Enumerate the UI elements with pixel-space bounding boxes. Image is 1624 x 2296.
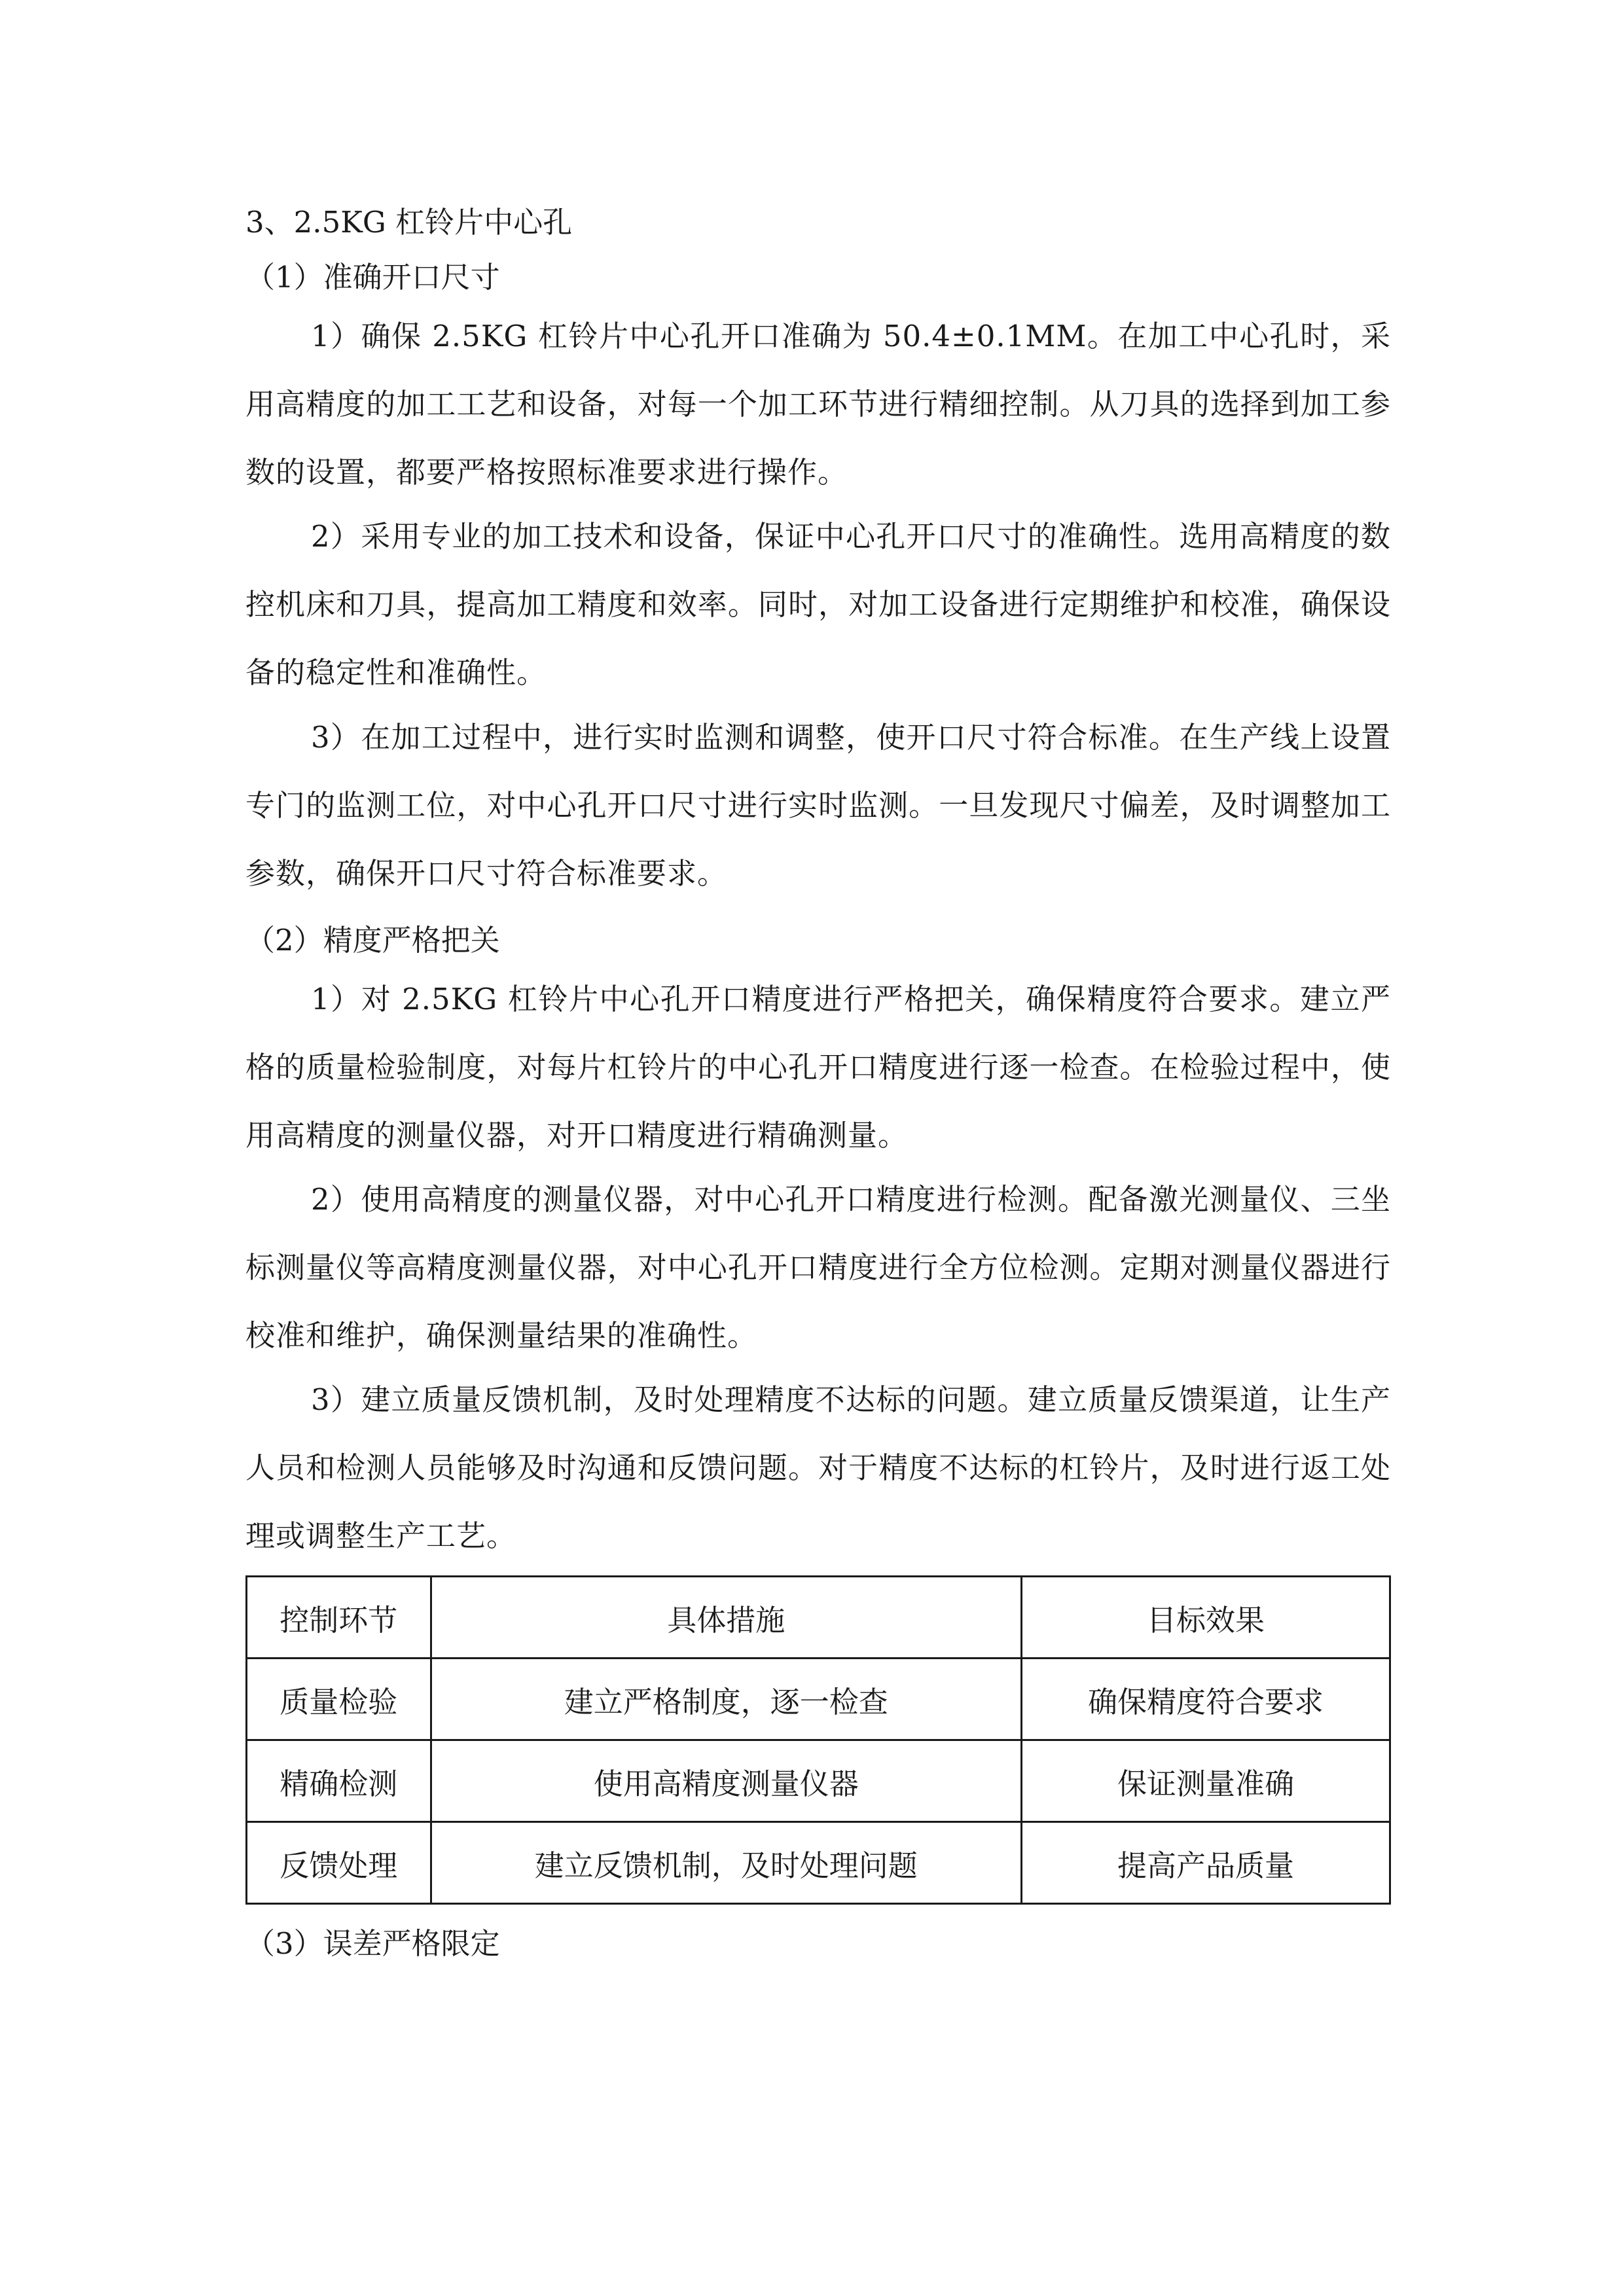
table-row: [247, 1740, 1390, 1822]
sub1-paragraph-1: 1）确保 2.5KG 杠铃片中心孔开口准确为 50.4±0.1MM。在加工中心孔时，采用高精度的加工工艺和设备，对每一个加工环节进行精细控制。从刀具的选择到加工参数的设置，都要严格按照标准要求进行操作。: [245, 319, 1391, 490]
table-cell: 使用高精度测量仪器: [431, 1740, 1021, 1822]
subsection-1-heading: （1）准确开口尺寸: [245, 260, 500, 295]
subsection-3-heading: （3）误差严格限定: [245, 1926, 500, 1961]
table-header-cell: 具体措施: [431, 1577, 1021, 1659]
sub2-paragraph-2: 2）使用高精度的测量仪器，对中心孔开口精度进行检测。配备激光测量仪、三坐标测量仪等高精度测量仪器，对中心孔开口精度进行全方位检测。定期对测量仪器进行校准和维护，确保测量结果的准确性。: [245, 1182, 1391, 1353]
table-cell: 确保精度符合要求: [1021, 1659, 1390, 1740]
table-cell: 质量检验: [247, 1659, 431, 1740]
control-table: [245, 1575, 1391, 1905]
section-heading: 3、2.5KG 杠铃片中心孔: [245, 205, 573, 240]
table-header-cell: 目标效果: [1021, 1577, 1390, 1659]
table-cell: 建立反馈机制，及时处理问题: [431, 1822, 1021, 1904]
table-cell: 提高产品质量: [1021, 1822, 1390, 1904]
subsection-2-heading: （2）精度严格把关: [245, 923, 500, 958]
table-header-row: [247, 1577, 1390, 1659]
table-cell: 精确检测: [247, 1740, 431, 1822]
table-header-cell: 控制环节: [247, 1577, 431, 1659]
sub1-paragraph-2: 2）采用专业的加工技术和设备，保证中心孔开口尺寸的准确性。选用高精度的数控机床和刀具，提高加工精度和效率。同时，对加工设备进行定期维护和校准，确保设备的稳定性和准确性。: [245, 519, 1391, 690]
table-cell: 反馈处理: [247, 1822, 431, 1904]
sub1-paragraph-3: 3）在加工过程中，进行实时监测和调整，使开口尺寸符合标准。在生产线上设置专门的监测工位，对中心孔开口尺寸进行实时监测。一旦发现尺寸偏差，及时调整加工参数，确保开口尺寸符合标准要求。: [245, 720, 1391, 891]
table-row: [247, 1822, 1390, 1904]
table-cell: 建立严格制度，逐一检查: [431, 1659, 1021, 1740]
sub2-paragraph-3: 3）建立质量反馈机制，及时处理精度不达标的问题。建立质量反馈渠道，让生产人员和检测人员能够及时沟通和反馈问题。对于精度不达标的杠铃片，及时进行返工处理或调整生产工艺。: [245, 1382, 1391, 1553]
table-row: [247, 1659, 1390, 1740]
sub2-paragraph-1: 1）对 2.5KG 杠铃片中心孔开口精度进行严格把关，确保精度符合要求。建立严格的质量检验制度，对每片杠铃片的中心孔开口精度进行逐一检查。在检验过程中，使用高精度的测量仪器，对开口精度进行精确测量。: [245, 982, 1391, 1153]
table-cell: 保证测量准确: [1021, 1740, 1390, 1822]
